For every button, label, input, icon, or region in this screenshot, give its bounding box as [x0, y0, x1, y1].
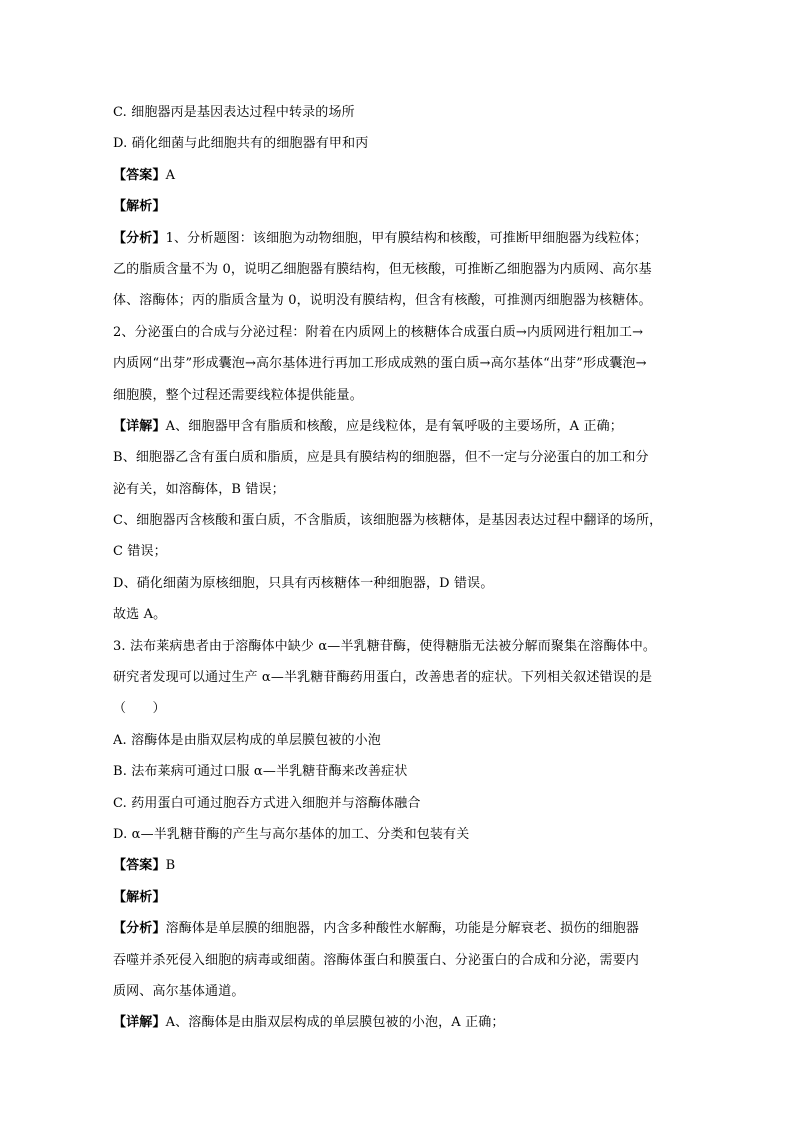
text-line	[113, 850, 685, 881]
line-text: B. 法布莱病可通过口服 α—半乳糖苷酶来改善症状	[113, 764, 408, 780]
text-line	[113, 882, 685, 913]
line-text: 质网、高尔基体通道。	[113, 983, 245, 999]
line-text: 故选 A。	[113, 607, 167, 623]
text-line	[113, 945, 685, 976]
line-text: A	[165, 167, 176, 183]
text-line	[113, 693, 685, 724]
section-tag: 【解析】	[113, 889, 166, 905]
text-line	[113, 725, 685, 756]
line-text: 细胞膜，整个过程还需要线粒体提供能量。	[113, 387, 363, 403]
text-line	[113, 317, 685, 348]
line-text: 3. 法布莱病患者由于溶酶体中缺少 α—半乳糖苷酶，使得糖脂无法被分解而聚集在溶酶体中。	[113, 638, 657, 654]
line-text: 1、分析题图：该细胞为动物细胞，甲有膜结构和核酸，可推断甲细胞器为线粒体；	[165, 230, 648, 246]
line-text: （ ）	[113, 701, 166, 717]
line-text: 体、溶酶体；丙的脂质含量为 0，说明没有膜结构，但含有核酸，可推测丙细胞器为核糖体。	[113, 293, 652, 309]
text-line	[113, 819, 685, 850]
line-text: 泌有关，如溶酶体，B 错误；	[113, 481, 285, 497]
text-line	[113, 788, 685, 819]
text-line	[113, 97, 685, 128]
line-text: 内质网“出芽”形成囊泡→高尔基体进行再加工形成成熟的蛋白质→高尔基体“出芽”形成囊泡→	[113, 356, 647, 372]
text-line	[113, 442, 685, 473]
line-text: C、细胞器丙含核酸和蛋白质，不含脂质，该细胞器为核糖体，是基因表达过程中翻译的场所，	[113, 513, 663, 529]
text-line	[113, 160, 685, 191]
line-text: 吞噬并杀死侵入细胞的病毒或细菌。溶酶体蛋白和膜蛋白、分泌蛋白的合成和分泌，需要内	[113, 952, 640, 968]
line-text: 研究者发现可以通过生产 α—半乳糖苷酶药用蛋白，改善患者的症状。下列相关叙述错误的是	[113, 670, 653, 686]
text-line	[113, 913, 685, 944]
text-line	[113, 380, 685, 411]
text-line	[113, 976, 685, 1007]
line-text: A、细胞器甲含有脂质和核酸，应是线粒体，是有氧呼吸的主要场所，A 正确；	[165, 418, 623, 434]
line-text: B、细胞器乙含有蛋白质和脂质，应是具有膜结构的细胞器，但不一定与分泌蛋白的加工和分	[113, 450, 649, 466]
section-tag: 【解析】	[113, 199, 166, 215]
text-line	[113, 536, 685, 567]
text-line	[113, 128, 685, 159]
line-text: 2、分泌蛋白的合成与分泌过程：附着在内质网上的核糖体合成蛋白质→内质网进行粗加工→	[113, 324, 644, 340]
document-page	[113, 97, 685, 1039]
text-line	[113, 254, 685, 285]
text-line	[113, 1007, 685, 1038]
text-line	[113, 662, 685, 693]
section-tag: 【详解】	[113, 1015, 166, 1031]
text-line	[113, 223, 685, 254]
line-text: A、溶酶体是由脂双层构成的单层膜包被的小泡，A 正确；	[165, 1015, 505, 1031]
section-tag: 【答案】	[113, 858, 166, 874]
section-tag: 【详解】	[113, 418, 166, 434]
line-text: D. α—半乳糖苷酶的产生与高尔基体的加工、分类和包装有关	[113, 826, 470, 842]
text-line	[113, 631, 685, 662]
text-line	[113, 756, 685, 787]
text-line	[113, 285, 685, 316]
line-text: C. 细胞器丙是基因表达过程中转录的场所	[113, 105, 355, 120]
line-text: 溶酶体是单层膜的细胞器，内含多种酸性水解酶，功能是分解衰老、损伤的细胞器	[165, 921, 640, 937]
text-line	[113, 599, 685, 630]
text-line	[113, 411, 685, 442]
section-tag: 【分析】	[113, 921, 166, 937]
line-text: B	[165, 858, 176, 874]
section-tag: 【分析】	[113, 230, 166, 246]
text-line	[113, 191, 685, 222]
text-line	[113, 474, 685, 505]
text-line	[113, 568, 685, 599]
line-text: D、硝化细菌为原核细胞，只具有丙核糖体一种细胞器，D 错误。	[113, 575, 494, 591]
text-line	[113, 505, 685, 536]
section-tag: 【答案】	[113, 167, 166, 183]
line-text: 乙的脂质含量不为 0，说明乙细胞器有膜结构，但无核酸，可推断乙细胞器为内质网、高尔基	[113, 261, 652, 277]
text-line	[113, 348, 685, 379]
line-text: C. 药用蛋白可通过胞吞方式进入细胞并与溶酶体融合	[113, 795, 421, 811]
line-text: A. 溶酶体是由脂双层构成的单层膜包被的小泡	[113, 732, 381, 748]
line-text: D. 硝化细菌与此细胞共有的细胞器有甲和丙	[113, 136, 369, 152]
line-text: C 错误；	[113, 544, 167, 560]
